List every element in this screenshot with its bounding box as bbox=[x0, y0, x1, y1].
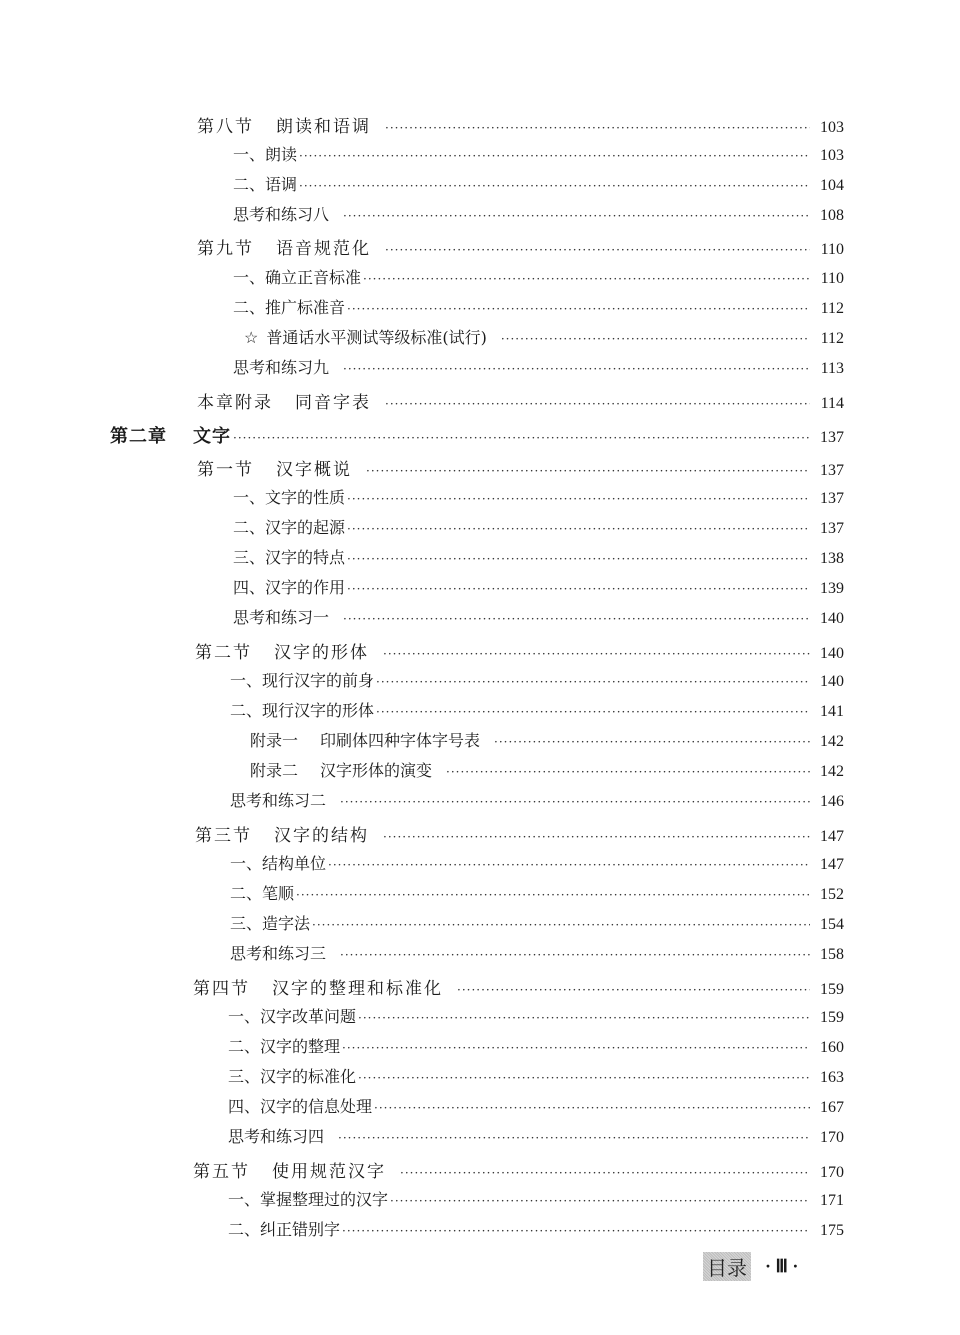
toc-page-number: 163 bbox=[820, 1069, 844, 1086]
toc-entry-title bbox=[233, 265, 361, 288]
toc-entry-text: 一、结构单位 bbox=[230, 854, 327, 873]
dot-leader bbox=[358, 1011, 810, 1025]
toc-entry-title bbox=[228, 1124, 324, 1147]
dot-leader bbox=[342, 1041, 810, 1055]
toc-entry-exercise[interactable] bbox=[233, 355, 844, 381]
dot-leader bbox=[343, 209, 810, 223]
toc-entry-prefix: 本章附录 bbox=[197, 393, 273, 413]
toc-entry-text: 语音规范化 bbox=[276, 239, 371, 259]
toc-page-number: 104 bbox=[820, 177, 844, 194]
toc-entry-item[interactable] bbox=[230, 881, 844, 907]
toc-entry-title bbox=[197, 234, 371, 259]
toc-entry-exercise[interactable] bbox=[228, 1124, 844, 1150]
toc-entry-item[interactable] bbox=[233, 295, 844, 321]
toc-entry-title bbox=[233, 485, 345, 508]
toc-entry-title bbox=[228, 1217, 340, 1240]
toc-entry-text: 一、现行汉字的前身 bbox=[230, 671, 375, 690]
dot-leader bbox=[383, 647, 810, 661]
toc-page-number: 152 bbox=[820, 886, 844, 903]
toc-entry-section[interactable] bbox=[197, 234, 844, 260]
toc-entry-exercise[interactable] bbox=[230, 788, 844, 814]
toc-entry-text: 印刷体四种字体字号表 bbox=[320, 731, 481, 750]
toc-page-number: 160 bbox=[820, 1039, 844, 1056]
toc-page-number: 112 bbox=[820, 330, 844, 347]
toc-entry-text: 汉字的整理和标准化 bbox=[272, 979, 443, 999]
toc-entry-text: 四、汉字的信息处理 bbox=[228, 1097, 373, 1116]
page-number: · Ⅲ · bbox=[765, 1256, 799, 1276]
toc-entry-title bbox=[250, 728, 480, 751]
toc-entry-prefix: 第一节 bbox=[197, 460, 254, 480]
toc-page-number: 112 bbox=[820, 300, 844, 317]
dot-leader bbox=[347, 492, 810, 506]
toc-entry-item[interactable] bbox=[230, 851, 844, 877]
toc-page-number: 158 bbox=[820, 946, 844, 963]
toc-entry-text: 思考和练习一 bbox=[233, 608, 330, 627]
toc-entry-title bbox=[230, 698, 374, 721]
toc-page-number: 159 bbox=[820, 981, 844, 998]
toc-entry-title bbox=[233, 172, 297, 195]
toc-entry-text: 三、汉字的特点 bbox=[233, 548, 346, 567]
dot-leader bbox=[347, 552, 810, 566]
toc-entry-title bbox=[195, 638, 369, 663]
toc-entry-text: 三、汉字的标准化 bbox=[228, 1067, 357, 1086]
toc-page-number: 139 bbox=[820, 580, 844, 597]
dot-leader bbox=[299, 149, 810, 163]
toc-page-number: 103 bbox=[820, 119, 844, 136]
toc-page-number: 114 bbox=[820, 395, 844, 412]
toc-page-number: 147 bbox=[820, 828, 844, 845]
toc-entry-title bbox=[230, 941, 326, 964]
dot-leader bbox=[343, 612, 810, 626]
toc-entry-title bbox=[233, 202, 329, 225]
dot-leader bbox=[376, 675, 810, 689]
toc-entry-item[interactable] bbox=[228, 1217, 844, 1243]
toc-page-number: 110 bbox=[820, 241, 844, 258]
toc-entry-item[interactable] bbox=[228, 1064, 844, 1090]
toc-entry-item[interactable] bbox=[233, 515, 844, 541]
toc-page-number: 140 bbox=[820, 673, 844, 690]
toc-entry-title bbox=[228, 1187, 388, 1210]
toc-entry-item[interactable] bbox=[233, 575, 844, 601]
toc-entry-item[interactable] bbox=[228, 1034, 844, 1060]
toc-page-number: 167 bbox=[820, 1099, 844, 1116]
dot-leader bbox=[400, 1166, 810, 1180]
toc-entry-title bbox=[228, 1064, 356, 1087]
toc-entry-title bbox=[193, 1157, 386, 1182]
toc-entry-title bbox=[110, 422, 231, 448]
toc-entry-text: 一、汉字改革问题 bbox=[228, 1007, 357, 1026]
toc-entry-chapter[interactable] bbox=[110, 422, 844, 448]
toc-entry-title bbox=[230, 788, 326, 811]
toc-entry-text: 一、确立正音标准 bbox=[233, 268, 362, 287]
toc-entry-item[interactable] bbox=[230, 911, 844, 937]
toc-entry-item[interactable] bbox=[230, 698, 844, 724]
toc-entry-section[interactable] bbox=[193, 974, 844, 1000]
toc-entry-text: 使用规范汉字 bbox=[272, 1162, 386, 1182]
toc-entry-appendix[interactable] bbox=[250, 758, 844, 784]
toc-entry-section[interactable] bbox=[195, 821, 844, 847]
toc-entry-text: 二、汉字的整理 bbox=[228, 1037, 341, 1056]
toc-page-number: 137 bbox=[820, 429, 844, 446]
toc-entry-title bbox=[233, 142, 297, 165]
toc-entry-title bbox=[197, 112, 371, 137]
toc-entry-text: 思考和练习三 bbox=[230, 944, 327, 963]
toc-entry-item[interactable] bbox=[228, 1004, 844, 1030]
toc-page-number: 140 bbox=[820, 610, 844, 627]
toc-entry-title bbox=[230, 668, 374, 691]
toc-entry-item[interactable] bbox=[233, 485, 844, 511]
toc-entry-subitem[interactable] bbox=[244, 325, 844, 351]
toc-entry-prefix: 第四节 bbox=[193, 979, 250, 999]
dot-leader bbox=[390, 1194, 810, 1208]
toc-entry-exercise[interactable] bbox=[233, 605, 844, 631]
toc-entry-section[interactable] bbox=[197, 455, 844, 481]
toc-page-number: 170 bbox=[820, 1129, 844, 1146]
toc-entry-title bbox=[193, 974, 443, 999]
toc-entry-text: 一、朗读 bbox=[233, 145, 298, 164]
dot-leader bbox=[363, 272, 810, 286]
dot-leader bbox=[385, 243, 810, 257]
toc-entry-title bbox=[233, 515, 345, 538]
dot-leader bbox=[347, 522, 810, 536]
toc-entry-text: 二、语调 bbox=[233, 175, 298, 194]
toc-page-number: 141 bbox=[820, 703, 844, 720]
toc-entry-title bbox=[228, 1004, 356, 1027]
toc-entry-section[interactable] bbox=[195, 638, 844, 664]
footer-label: 目录 bbox=[703, 1252, 751, 1281]
toc-entry-title bbox=[244, 325, 487, 348]
dot-leader bbox=[233, 431, 810, 445]
toc-entry-title bbox=[233, 355, 329, 378]
toc-entry-title bbox=[197, 455, 352, 480]
toc-entry-text: 汉字形体的演变 bbox=[320, 761, 433, 780]
toc-page-number: 103 bbox=[820, 147, 844, 164]
toc-page-number: 170 bbox=[820, 1164, 844, 1181]
toc-entry-title bbox=[230, 911, 310, 934]
star-icon: ☆ bbox=[244, 328, 259, 347]
toc-entry-text: 思考和练习二 bbox=[230, 791, 327, 810]
dot-leader bbox=[347, 302, 810, 316]
dot-leader bbox=[343, 362, 810, 376]
toc-entry-title bbox=[233, 545, 345, 568]
toc-entry-text: 思考和练习八 bbox=[233, 205, 330, 224]
toc-entry-title bbox=[233, 575, 345, 598]
toc-entry-text: 同音字表 bbox=[295, 393, 371, 413]
toc-entry-title bbox=[233, 605, 329, 628]
dot-leader bbox=[358, 1071, 810, 1085]
dot-leader bbox=[312, 918, 810, 932]
toc-entry-item[interactable] bbox=[230, 668, 844, 694]
toc-entry-text: 二、汉字的起源 bbox=[233, 518, 346, 537]
dot-leader bbox=[501, 332, 810, 346]
dot-leader bbox=[342, 1224, 810, 1238]
toc-entry-text: 一、文字的性质 bbox=[233, 488, 346, 507]
toc-entry-text: 汉字概说 bbox=[276, 460, 352, 480]
toc-entry-title bbox=[228, 1094, 372, 1117]
toc-entry-item[interactable] bbox=[228, 1187, 844, 1213]
toc-page-number: 146 bbox=[820, 793, 844, 810]
dot-leader bbox=[340, 795, 810, 809]
toc-entry-prefix: 第九节 bbox=[197, 239, 254, 259]
toc-entry-item[interactable] bbox=[228, 1094, 844, 1120]
toc-entry-text: 二、笔顺 bbox=[230, 884, 295, 903]
toc-entry-title bbox=[195, 821, 369, 846]
toc-entry-prefix: 第二章 bbox=[110, 426, 167, 447]
toc-entry-title bbox=[230, 881, 294, 904]
toc-entry-title bbox=[233, 295, 345, 318]
dot-leader bbox=[376, 705, 810, 719]
toc-entry-prefix: 附录一 bbox=[250, 731, 299, 750]
toc-page-number: 142 bbox=[820, 733, 844, 750]
toc-entry-section[interactable] bbox=[193, 1157, 844, 1183]
toc-entry-prefix: 第五节 bbox=[193, 1162, 250, 1182]
toc-page-number: 171 bbox=[820, 1192, 844, 1209]
dot-leader bbox=[340, 948, 810, 962]
toc-entry-prefix: 第二节 bbox=[195, 643, 252, 663]
toc-entry-appendix[interactable] bbox=[250, 728, 844, 754]
toc-entry-text: 汉字的结构 bbox=[274, 826, 369, 846]
toc-entry-text: 一、掌握整理过的汉字 bbox=[228, 1190, 389, 1209]
dot-leader bbox=[385, 397, 810, 411]
toc-entry-item[interactable] bbox=[233, 142, 844, 168]
toc-entry-text: 普通话水平测试等级标准(试行) bbox=[266, 328, 487, 347]
toc-page-number: 140 bbox=[820, 645, 844, 662]
toc-page-number: 175 bbox=[820, 1222, 844, 1239]
toc-entry-title bbox=[250, 758, 432, 781]
toc-entry-exercise[interactable] bbox=[230, 941, 844, 967]
dot-leader bbox=[374, 1101, 810, 1115]
toc-entry-text: 思考和练习四 bbox=[228, 1127, 325, 1146]
toc-entry-text: 二、纠正错别字 bbox=[228, 1220, 341, 1239]
toc-entry-text: 三、造字法 bbox=[230, 914, 311, 933]
toc-entry-section[interactable] bbox=[197, 388, 844, 414]
toc-page-number: 137 bbox=[820, 462, 844, 479]
toc-page-number: 108 bbox=[820, 207, 844, 224]
dot-leader bbox=[494, 735, 810, 749]
toc-entry-text: 文字 bbox=[193, 426, 231, 447]
dot-leader bbox=[446, 765, 810, 779]
toc-page-number: 113 bbox=[820, 360, 844, 377]
toc-entry-prefix: 附录二 bbox=[250, 761, 299, 780]
toc-page-number: 110 bbox=[820, 270, 844, 287]
dot-leader bbox=[366, 464, 810, 478]
toc-entry-exercise[interactable] bbox=[233, 202, 844, 228]
toc-entry-prefix: 第八节 bbox=[197, 117, 254, 137]
toc-page-number: 147 bbox=[820, 856, 844, 873]
toc-entry-title bbox=[197, 388, 371, 413]
toc-page-number: 154 bbox=[820, 916, 844, 933]
toc-entry-title bbox=[230, 851, 326, 874]
toc-entry-title bbox=[228, 1034, 340, 1057]
dot-leader bbox=[299, 179, 810, 193]
dot-leader bbox=[383, 830, 810, 844]
toc-entry-text: 二、现行汉字的形体 bbox=[230, 701, 375, 720]
toc-page-number: 159 bbox=[820, 1009, 844, 1026]
dot-leader bbox=[338, 1131, 810, 1145]
toc-entry-text: 思考和练习九 bbox=[233, 358, 330, 377]
toc-entry-prefix: 第三节 bbox=[195, 826, 252, 846]
dot-leader bbox=[296, 888, 810, 902]
toc-entry-text: 二、推广标准音 bbox=[233, 298, 346, 317]
toc-page-number: 137 bbox=[820, 490, 844, 507]
toc-entry-text: 朗读和语调 bbox=[276, 117, 371, 137]
toc-entry-text: 四、汉字的作用 bbox=[233, 578, 346, 597]
dot-leader bbox=[385, 121, 810, 135]
toc-entry-item[interactable] bbox=[233, 545, 844, 571]
toc-page-number: 142 bbox=[820, 763, 844, 780]
toc-entry-item[interactable] bbox=[233, 172, 844, 198]
page-footer bbox=[703, 1252, 798, 1281]
toc-page-number: 138 bbox=[820, 550, 844, 567]
toc-entry-item[interactable] bbox=[233, 265, 844, 291]
toc-entry-text: 汉字的形体 bbox=[274, 643, 369, 663]
dot-leader bbox=[457, 983, 810, 997]
toc-entry-section[interactable] bbox=[197, 112, 844, 138]
toc-page-number: 137 bbox=[820, 520, 844, 537]
dot-leader bbox=[328, 858, 810, 872]
dot-leader bbox=[347, 582, 810, 596]
